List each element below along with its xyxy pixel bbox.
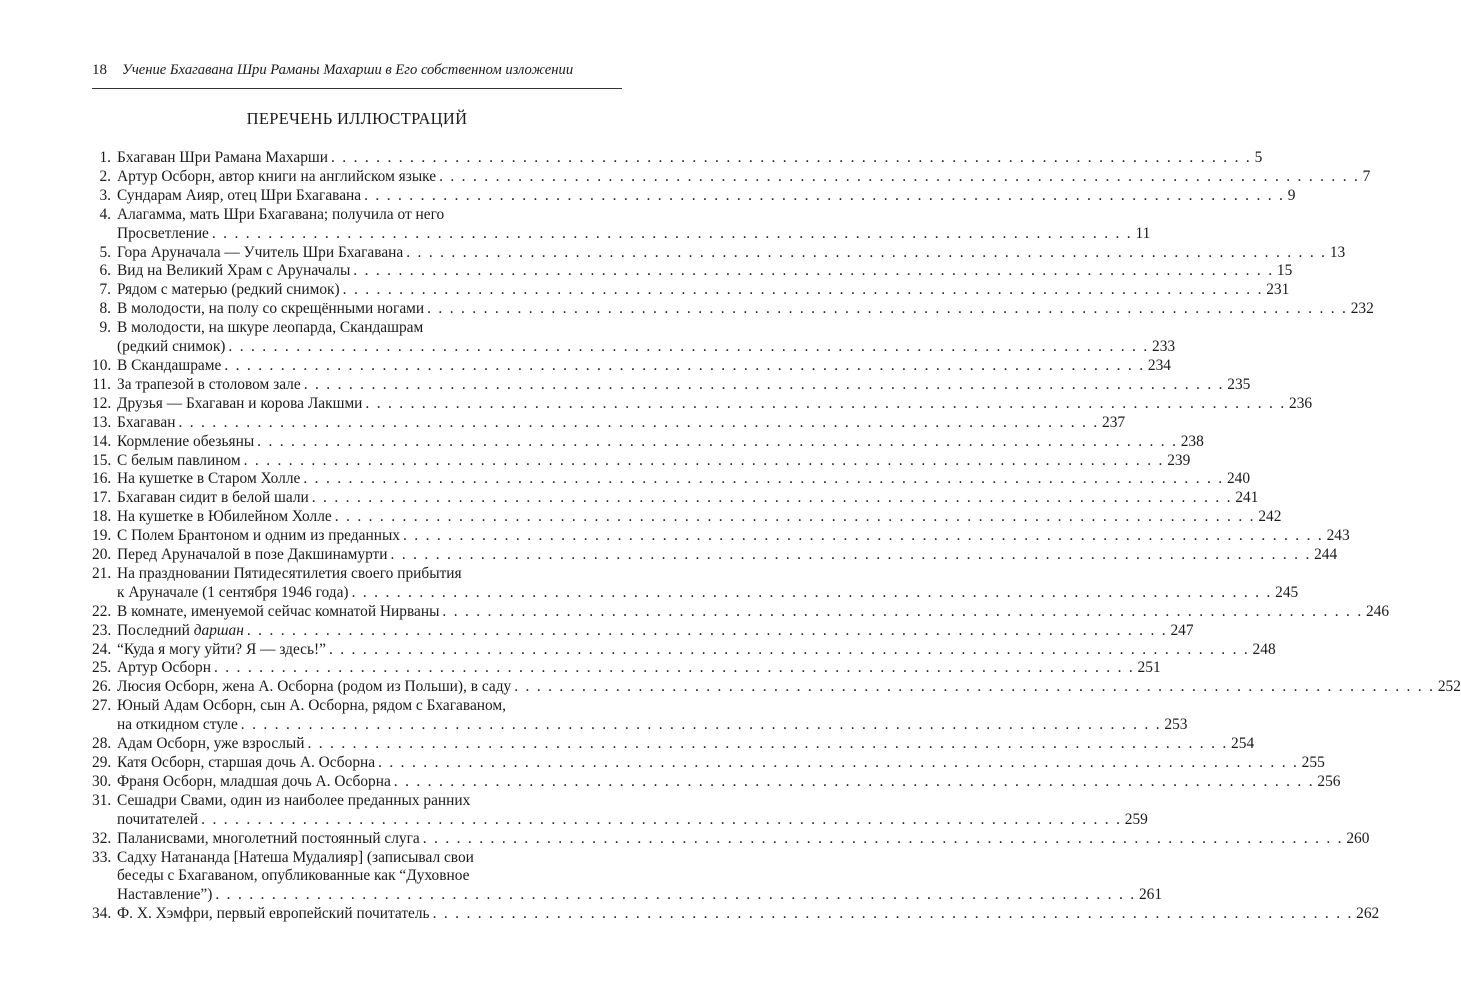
item-number: 7. bbox=[99, 281, 111, 299]
caption-text: Друзья — Бхагаван и корова Лакшми bbox=[117, 394, 363, 412]
list-item bbox=[92, 735, 1255, 754]
item-caption bbox=[117, 621, 1194, 641]
caption-last-line bbox=[117, 356, 1171, 376]
item-number: 10. bbox=[92, 356, 112, 374]
leader-dots: . . . . . . . . . . . . . . . . . . . . . . . . . . . . . . . . . . . . . . . . . . . . . . . . . . . . . . . . . . . . . . . . . . . . . . . . . . . . . . . . . . bbox=[307, 735, 1229, 753]
caption-last-line bbox=[117, 886, 1163, 905]
caption-line: В молодости, на шкуре леопарда, Скандашрам bbox=[117, 319, 424, 337]
item-number: 9. bbox=[99, 319, 111, 337]
item-caption bbox=[117, 413, 1126, 433]
item-caption bbox=[117, 281, 1290, 300]
header-rule bbox=[92, 88, 622, 89]
illustrations-list bbox=[92, 149, 1461, 924]
item-caption bbox=[117, 772, 1341, 792]
page-ref: 237 bbox=[1102, 413, 1126, 431]
item-caption bbox=[117, 678, 1461, 697]
leader-dots: . . . . . . . . . . . . . . . . . . . . . . . . . . . . . . . . . . . . . . . . . . . . . . . . . . . . . . . . . . . . . . . . . . . . . . . . . . . . . . . . . . bbox=[211, 224, 1133, 242]
page-ref: 9 bbox=[1287, 186, 1296, 204]
leader-dots: . . . . . . . . . . . . . . . . . . . . . . . . . . . . . . . . . . . . . . . . . . . . . . . . . . . . . . . . . . . . . . . . . . . . . . . . . . . . . . . . . . bbox=[342, 281, 1264, 299]
leader-dots: . . . . . . . . . . . . . . . . . . . . . . . . . . . . . . . . . . . . . . . . . . . . . . . . . . . . . . . . . . . . . . . . . . . . . . . . . . . . . . . . . . bbox=[439, 167, 1360, 185]
leader-dots: . . . . . . . . . . . . . . . . . . . . . . . . . . . . . . . . . . . . . . . . . . . . . . . . . . . . . . . . . . . . . . . . . . . . . . . . . . . . . . . . . . bbox=[351, 583, 1273, 601]
list-item bbox=[92, 243, 1346, 263]
caption-text: Люсия Осборн, жена А. Осборна (родом из Польши), в саду bbox=[117, 678, 512, 696]
page-ref: 252 bbox=[1437, 678, 1461, 696]
caption-last-line bbox=[117, 375, 1251, 395]
caption-text: Франя Осборн, младшая дочь А. Осборна bbox=[117, 772, 391, 790]
item-caption bbox=[117, 659, 1161, 678]
item-number: 11. bbox=[92, 375, 111, 393]
leader-dots: . . . . . . . . . . . . . . . . . . . . . . . . . . . . . . . . . . . . . . . . . . . . . . . . . . . . . . . . . . . . . . . . . . . . . . . . . . . . . . . . . . bbox=[243, 451, 1165, 469]
leader-dots: . . . . . . . . . . . . . . . . . . . . . . . . . . . . . . . . . . . . . . . . . . . . . . . . . . . . . . . . . . . . . . . . . . . . . . . . . . . . . . . . . . bbox=[390, 546, 1312, 564]
caption-text: Вид на Великий Храм с Аруначалы bbox=[117, 262, 351, 280]
page-ref: 232 bbox=[1350, 300, 1374, 318]
leader-dots: . . . . . . . . . . . . . . . . . . . . . . . . . . . . . . . . . . . . . . . . . . . . . . . . . . . . . . . . . . . . . . . . . . . . . . . . . . . . . . . . . . bbox=[402, 527, 1324, 545]
item-number: 23. bbox=[92, 621, 112, 639]
leader-dots: . . . . . . . . . . . . . . . . . . . . . . . . . . . . . . . . . . . . . . . . . . . . . . . . . . . . . . . . . . . . . . . . . . . . . . . . . . . . . . . . . . bbox=[378, 754, 1299, 771]
caption-line: Сешадри Свами, один из наиболее преданных ранних bbox=[117, 791, 471, 809]
caption-text: Бхагаван bbox=[117, 413, 176, 431]
item-caption bbox=[117, 735, 1255, 754]
leader-dots: . . . . . . . . . . . . . . . . . . . . . . . . . . . . . . . . . . . . . . . . . . . . . . . . . . . . . . . . . . . . . . . . . . . . . . . . . . . . . . . . . . bbox=[311, 489, 1233, 507]
caption-last-line bbox=[117, 640, 1276, 660]
caption-text: Кормление обезьяны bbox=[117, 432, 255, 450]
item-number: 27. bbox=[92, 697, 112, 715]
page-ref: 15 bbox=[1276, 262, 1293, 280]
leader-dots: . . . . . . . . . . . . . . . . . . . . . . . . . . . . . . . . . . . . . . . . . . . . . . . . . . . . . . . . . . . . . . . . . . . . . . . . . . . . . . . . . . bbox=[257, 432, 1178, 450]
leader-dots: . . . . . . . . . . . . . . . . . . . . . . . . . . . . . . . . . . . . . . . . . . . . . . . . . . . . . . . . . . . . . . . . . . . . . . . . . . . . . . . . . . bbox=[406, 243, 1327, 261]
leader-dots: . . . . . . . . . . . . . . . . . . . . . . . . . . . . . . . . . . . . . . . . . . . . . . . . . . . . . . . . . . . . . . . . . . . . . . . . . . . . . . . . . . bbox=[365, 394, 1286, 412]
list-item bbox=[92, 848, 1163, 906]
page-ref: 233 bbox=[1152, 338, 1176, 356]
page-ref: 13 bbox=[1329, 243, 1346, 261]
caption-last-line bbox=[117, 527, 1350, 546]
page-ref: 254 bbox=[1231, 735, 1255, 753]
page-ref: 246 bbox=[1366, 602, 1390, 620]
caption-text: Перед Аруначалой в позе Дакшинамурти bbox=[117, 546, 388, 564]
item-number: 22. bbox=[92, 602, 112, 620]
caption-text: В Скандашраме bbox=[117, 356, 222, 374]
item-number: 15. bbox=[92, 451, 112, 469]
caption-text: Ф. Х. Хэмфри, первый европейский почитатель bbox=[117, 905, 430, 923]
caption-last-line bbox=[117, 829, 1370, 849]
caption-last-line bbox=[117, 243, 1346, 263]
item-number: 19. bbox=[92, 527, 112, 545]
leader-dots: . . . . . . . . . . . . . . . . . . . . . . . . . . . . . . . . . . . . . . . . . . . . . . . . . . . . . . . . . . . . . . . . . . . . . . . . . . . . . . . . . . bbox=[514, 678, 1435, 696]
list-item bbox=[92, 754, 1325, 773]
item-number: 1. bbox=[99, 149, 111, 166]
section-title: ПЕРЕЧЕНЬ ИЛЛЮСТРАЦИЙ bbox=[246, 109, 468, 128]
caption-last-line bbox=[117, 281, 1290, 300]
caption-last-line bbox=[117, 508, 1282, 527]
list-item bbox=[92, 772, 1341, 792]
page-ref: 236 bbox=[1289, 394, 1313, 412]
leader-dots: . . . . . . . . . . . . . . . . . . . . . . . . . . . . . . . . . . . . . . . . . . . . . . . . . . . . . . . . . . . . . . . . . . . . . . . . . . . . . . . . . . bbox=[240, 716, 1162, 734]
item-number: 20. bbox=[92, 546, 112, 564]
caption-last-line bbox=[117, 432, 1204, 452]
page-ref: 255 bbox=[1301, 754, 1325, 771]
page-number: 18 bbox=[92, 62, 107, 78]
caption-line: Алагамма, мать Шри Бхагавана; получила от него bbox=[117, 205, 445, 223]
caption-text: Гора Аруначала — Учитель Шри Бхагавана bbox=[117, 243, 404, 261]
leader-dots: . . . . . . . . . . . . . . . . . . . . . . . . . . . . . . . . . . . . . . . . . . . . . . . . . . . . . . . . . . . . . . . . . . . . . . . . . . . . . . . . . . bbox=[178, 413, 1100, 431]
page-ref: 261 bbox=[1138, 886, 1163, 904]
list-item bbox=[92, 186, 1296, 206]
leader-dots: . . . . . . . . . . . . . . . . . . . . . . . . . . . . . . . . . . . . . . . . . . . . . . . . . . . . . . . . . . . . . . . . . . . . . . . . . . . . . . . . . . bbox=[364, 186, 1285, 204]
list-item bbox=[92, 905, 1380, 924]
item-number: 14. bbox=[92, 432, 112, 450]
caption-last-line bbox=[117, 659, 1161, 678]
item-number: 6. bbox=[99, 262, 111, 280]
item-number: 16. bbox=[92, 470, 112, 488]
item-caption bbox=[117, 508, 1282, 527]
caption-text: Паланисвами, многолетний постоянный слуга bbox=[117, 829, 420, 847]
running-title: Учение Бхагавана Шри Раманы Махарши в Его собственном изложении bbox=[122, 62, 574, 78]
caption-last-line bbox=[117, 338, 1176, 357]
list-item bbox=[92, 508, 1282, 527]
leader-dots: . . . . . . . . . . . . . . . . . . . . . . . . . . . . . . . . . . . . . . . . . . . . . . . . . . . . . . . . . . . . . . . . . . . . . . . . . . . . . . . . . . bbox=[328, 640, 1250, 658]
item-number: 21. bbox=[92, 564, 112, 582]
page-ref: 243 bbox=[1326, 527, 1350, 545]
page-ref: 242 bbox=[1258, 508, 1282, 526]
item-caption bbox=[117, 602, 1390, 622]
caption-last-line bbox=[117, 678, 1461, 697]
item-number: 28. bbox=[92, 735, 112, 753]
page-ref: 238 bbox=[1180, 432, 1204, 450]
item-caption bbox=[117, 432, 1204, 452]
caption-last-line bbox=[117, 621, 1194, 641]
item-caption bbox=[117, 375, 1251, 395]
item-caption bbox=[117, 489, 1259, 508]
item-caption bbox=[117, 697, 1188, 735]
leader-dots: . . . . . . . . . . . . . . . . . . . . . . . . . . . . . . . . . . . . . . . . . . . . . . . . . . . . . . . . . . . . . . . . . . . . . . . . . . . . . . . . . . bbox=[303, 470, 1224, 488]
caption-last-line bbox=[117, 224, 1151, 244]
caption-text: “Куда я могу уйти? Я — здесь!” bbox=[117, 640, 326, 658]
page-ref: 11 bbox=[1135, 224, 1151, 242]
list-item bbox=[92, 470, 1251, 489]
item-number: 25. bbox=[92, 659, 112, 677]
item-number: 32. bbox=[92, 829, 112, 847]
caption-text: В комнате, именуемой сейчас комнатой Нирваны bbox=[117, 602, 440, 620]
leader-dots: . . . . . . . . . . . . . . . . . . . . . . . . . . . . . . . . . . . . . . . . . . . . . . . . . . . . . . . . . . . . . . . . . . . . . . . . . . . . . . . . . . bbox=[432, 905, 1354, 923]
page-ref: 260 bbox=[1346, 829, 1370, 847]
caption-last-line bbox=[117, 810, 1148, 830]
caption-last-line bbox=[117, 186, 1296, 206]
item-caption bbox=[117, 167, 1371, 187]
item-number: 31. bbox=[92, 791, 112, 809]
item-caption bbox=[117, 149, 1263, 168]
leader-dots: . . . . . . . . . . . . . . . . . . . . . . . . . . . . . . . . . . . . . . . . . . . . . . . . . . . . . . . . . . . . . . . . . . . . . . . . . . . . . . . . . . bbox=[246, 621, 1168, 639]
caption-last-line bbox=[117, 489, 1259, 508]
leader-dots: . . . . . . . . . . . . . . . . . . . . . . . . . . . . . . . . . . . . . . . . . . . . . . . . . . . . . . . . . . . . . . . . . . . . . . . . . . . . . . . . . . bbox=[303, 375, 1225, 393]
item-number: 3. bbox=[99, 186, 111, 204]
leader-dots: . . . . . . . . . . . . . . . . . . . . . . . . . . . . . . . . . . . . . . . . . . . . . . . . . . . . . . . . . . . . . . . . . . . . . . . . . . . . . . . . . . bbox=[213, 659, 1135, 677]
item-caption bbox=[117, 262, 1293, 281]
list-item bbox=[92, 621, 1194, 641]
caption-text: С белым павлином bbox=[117, 451, 241, 469]
item-caption bbox=[117, 300, 1374, 319]
caption-last-line bbox=[117, 716, 1188, 735]
caption-last-line bbox=[117, 451, 1191, 471]
page-ref: 262 bbox=[1356, 905, 1380, 923]
leader-dots: . . . . . . . . . . . . . . . . . . . . . . . . . . . . . . . . . . . . . . . . . . . . . . . . . . . . . . . . . . . . . . . . . . . . . . . . . . . . . . . . . . bbox=[427, 300, 1348, 318]
caption-last-line bbox=[117, 735, 1255, 754]
item-number: 26. bbox=[92, 678, 112, 696]
list-item bbox=[92, 659, 1161, 678]
caption-last-line bbox=[117, 772, 1341, 792]
caption-last-line bbox=[117, 905, 1380, 924]
list-item bbox=[92, 167, 1371, 187]
page-ref: 244 bbox=[1314, 546, 1338, 564]
item-number: 24. bbox=[92, 640, 112, 658]
page-ref: 235 bbox=[1227, 375, 1251, 393]
caption-text: Наставление”) bbox=[117, 886, 213, 904]
item-number: 17. bbox=[92, 489, 112, 507]
leader-dots: . . . . . . . . . . . . . . . . . . . . . . . . . . . . . . . . . . . . . . . . . . . . . . . . . . . . . . . . . . . . . . . . . . . . . . . . . . . . . . . . . . bbox=[353, 262, 1274, 280]
page-ref: 256 bbox=[1317, 772, 1341, 790]
caption-text: В молодости, на полу со скрещёнными ногами bbox=[117, 300, 425, 318]
caption-text: Сундарам Аияр, отец Шри Бхагавана bbox=[117, 186, 362, 204]
item-caption bbox=[117, 546, 1338, 565]
item-number: 2. bbox=[99, 167, 111, 185]
list-item bbox=[92, 300, 1374, 319]
caption-last-line bbox=[117, 300, 1374, 319]
list-item bbox=[92, 356, 1171, 376]
caption-text: Рядом с матерью (редкий снимок) bbox=[117, 281, 340, 299]
caption-last-line bbox=[117, 262, 1293, 281]
caption-text: Бхагаван сидит в белой шали bbox=[117, 489, 309, 507]
caption-last-line bbox=[117, 394, 1313, 414]
caption-text: почитателей bbox=[117, 810, 199, 828]
list-item bbox=[92, 432, 1204, 452]
list-item bbox=[92, 451, 1191, 471]
list-item bbox=[92, 602, 1390, 622]
item-number: 34. bbox=[92, 905, 112, 923]
page-ref: 240 bbox=[1226, 470, 1251, 488]
caption-last-line bbox=[117, 413, 1126, 433]
caption-text: (редкий снимок) bbox=[117, 338, 226, 356]
caption-last-line bbox=[117, 167, 1371, 187]
item-caption bbox=[117, 527, 1350, 546]
list-item bbox=[92, 319, 1176, 357]
caption-text: на откидном стуле bbox=[117, 716, 238, 734]
item-number: 4. bbox=[99, 205, 111, 223]
page-ref: 7 bbox=[1362, 167, 1371, 185]
caption-text: За трапезой в столовом зале bbox=[117, 375, 301, 393]
page-ref: 241 bbox=[1235, 489, 1259, 507]
item-caption bbox=[117, 243, 1346, 263]
item-caption bbox=[117, 848, 1163, 906]
caption-italic: даршан bbox=[193, 621, 244, 639]
list-item bbox=[92, 413, 1126, 433]
caption-text: Адам Осборн, уже взрослый bbox=[117, 735, 305, 753]
caption-last-line bbox=[117, 583, 1299, 603]
page-ref: 245 bbox=[1275, 583, 1299, 601]
caption-text: С Полем Брантоном и одним из преданных bbox=[117, 527, 400, 545]
list-item bbox=[92, 489, 1259, 508]
caption-text: Катя Осборн, старшая дочь А. Осборна bbox=[117, 754, 376, 771]
list-item bbox=[92, 205, 1151, 244]
item-caption bbox=[117, 791, 1148, 830]
caption-last-line bbox=[117, 602, 1390, 622]
item-number: 33. bbox=[92, 848, 112, 866]
caption-last-line bbox=[117, 546, 1338, 565]
item-number: 12. bbox=[92, 394, 112, 412]
caption-text: Бхагаван Шри Рамана Махарши bbox=[117, 149, 328, 166]
caption-text bbox=[117, 622, 244, 641]
item-number: 29. bbox=[92, 754, 112, 771]
caption-text: к Аруначале (1 сентября 1946 года) bbox=[117, 583, 349, 601]
list-item bbox=[92, 697, 1188, 735]
item-caption bbox=[117, 564, 1299, 603]
caption-text: Артур Осборн, автор книги на английском языке bbox=[117, 167, 437, 185]
leader-dots: . . . . . . . . . . . . . . . . . . . . . . . . . . . . . . . . . . . . . . . . . . . . . . . . . . . . . . . . . . . . . . . . . . . . . . . . . . . . . . . . . . bbox=[334, 508, 1256, 526]
item-caption bbox=[117, 205, 1151, 244]
item-caption bbox=[117, 905, 1380, 924]
list-item bbox=[92, 564, 1299, 603]
caption-last-line bbox=[117, 149, 1263, 168]
leader-dots: . . . . . . . . . . . . . . . . . . . . . . . . . . . . . . . . . . . . . . . . . . . . . . . . . . . . . . . . . . . . . . . . . . . . . . . . . . . . . . . . . . bbox=[228, 338, 1149, 356]
list-item bbox=[92, 394, 1313, 414]
page-ref: 234 bbox=[1147, 356, 1171, 374]
page-ref: 5 bbox=[1254, 149, 1263, 166]
item-number: 8. bbox=[99, 300, 111, 318]
list-item bbox=[92, 546, 1338, 565]
item-caption bbox=[117, 829, 1370, 849]
caption-text: Артур Осборн bbox=[117, 659, 211, 677]
item-number: 30. bbox=[92, 772, 112, 790]
list-item bbox=[92, 640, 1276, 660]
list-item bbox=[92, 375, 1251, 395]
list-item bbox=[92, 791, 1148, 830]
caption-line: На праздновании Пятидесятилетия своего прибытия bbox=[117, 564, 462, 582]
caption-last-line bbox=[117, 470, 1251, 489]
caption-line: беседы с Бхагаваном, опубликованные как “Духовное bbox=[117, 867, 470, 885]
list-item bbox=[92, 281, 1290, 300]
page-ref: 231 bbox=[1266, 281, 1290, 299]
item-caption bbox=[117, 319, 1176, 357]
list-item bbox=[92, 527, 1350, 546]
leader-dots: . . . . . . . . . . . . . . . . . . . . . . . . . . . . . . . . . . . . . . . . . . . . . . . . . . . . . . . . . . . . . . . . . . . . . . . . . . . . . . . . . . bbox=[393, 772, 1315, 790]
page-ref: 247 bbox=[1170, 621, 1194, 639]
page-ref: 239 bbox=[1167, 451, 1191, 469]
page-ref: 259 bbox=[1124, 810, 1148, 828]
caption-last-line bbox=[117, 754, 1325, 773]
caption-line: Юный Адам Осборн, сын А. Осборна, рядом с Бхагаваном, bbox=[117, 697, 507, 715]
caption-text: На кушетке в Старом Холле bbox=[117, 470, 301, 488]
caption-text: Просветление bbox=[117, 224, 209, 242]
page-ref: 253 bbox=[1164, 716, 1188, 734]
leader-dots: . . . . . . . . . . . . . . . . . . . . . . . . . . . . . . . . . . . . . . . . . . . . . . . . . . . . . . . . . . . . . . . . . . . . . . . . . . . . . . . . . . bbox=[224, 356, 1145, 374]
leader-dots: . . . . . . . . . . . . . . . . . . . . . . . . . . . . . . . . . . . . . . . . . . . . . . . . . . . . . . . . . . . . . . . . . . . . . . . . . . . . . . . . . . bbox=[442, 602, 1363, 620]
item-caption bbox=[117, 451, 1191, 471]
item-number: 5. bbox=[99, 243, 111, 261]
item-caption bbox=[117, 186, 1296, 206]
item-number: 18. bbox=[92, 508, 112, 526]
list-item bbox=[92, 149, 1263, 168]
leader-dots: . . . . . . . . . . . . . . . . . . . . . . . . . . . . . . . . . . . . . . . . . . . . . . . . . . . . . . . . . . . . . . . . . . . . . . . . . . . . . . . . . . bbox=[215, 886, 1136, 904]
page-ref: 248 bbox=[1252, 640, 1276, 658]
caption-text: На кушетке в Юбилейном Холле bbox=[117, 508, 332, 526]
leader-dots: . . . . . . . . . . . . . . . . . . . . . . . . . . . . . . . . . . . . . . . . . . . . . . . . . . . . . . . . . . . . . . . . . . . . . . . . . . . . . . . . . . bbox=[422, 829, 1344, 847]
item-number: 13. bbox=[92, 413, 112, 431]
caption-prefix: Последний bbox=[117, 621, 194, 639]
list-item bbox=[92, 829, 1370, 849]
item-caption bbox=[117, 640, 1276, 660]
list-item bbox=[92, 262, 1293, 281]
leader-dots: . . . . . . . . . . . . . . . . . . . . . . . . . . . . . . . . . . . . . . . . . . . . . . . . . . . . . . . . . . . . . . . . . . . . . . . . . . . . . . . . . . bbox=[330, 149, 1252, 166]
item-caption bbox=[117, 470, 1251, 489]
item-caption bbox=[117, 356, 1171, 376]
item-caption bbox=[117, 754, 1325, 773]
item-caption bbox=[117, 394, 1313, 414]
caption-line: Садху Натананда [Натеша Мудалияр] (записывал свои bbox=[117, 848, 474, 866]
leader-dots: . . . . . . . . . . . . . . . . . . . . . . . . . . . . . . . . . . . . . . . . . . . . . . . . . . . . . . . . . . . . . . . . . . . . . . . . . . . . . . . . . . bbox=[201, 810, 1122, 828]
list-item bbox=[92, 678, 1461, 697]
page-header bbox=[92, 62, 622, 84]
page-ref: 251 bbox=[1137, 659, 1161, 677]
